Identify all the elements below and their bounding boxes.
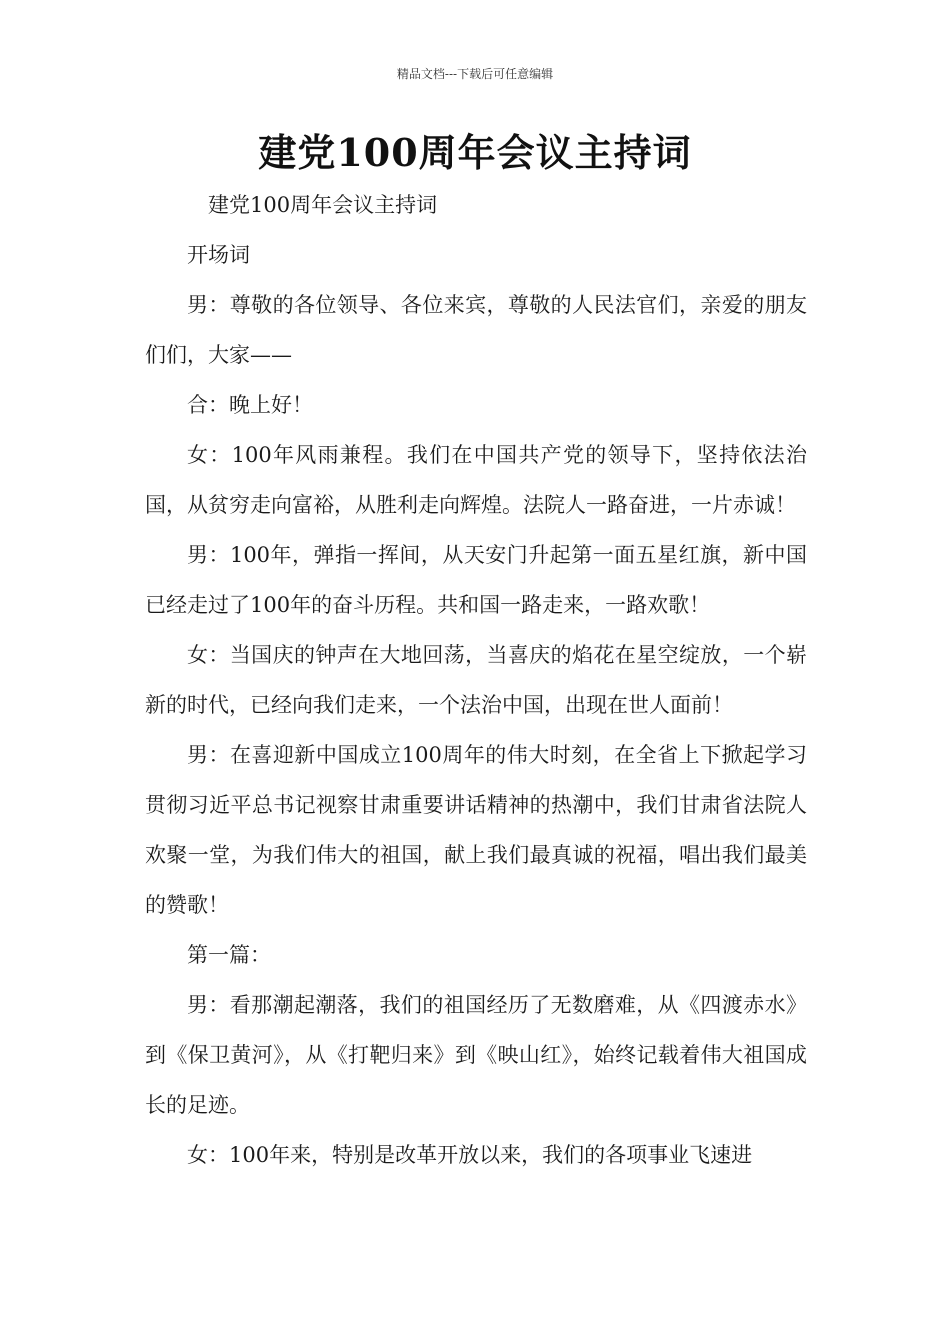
body-paragraph: 开场词: [187, 243, 250, 267]
body-paragraph: 合：晚上好！: [187, 393, 313, 417]
document-body: [145, 180, 807, 1180]
body-paragraph: 男：尊敬的各位领导、各位来宾，尊敬的人民法官们，亲爱的朋友们们，大家——: [145, 293, 807, 367]
body-paragraph: 女：当国庆的钟声在大地回荡，当喜庆的焰花在星空绽放，一个崭新的时代，已经向我们走来，一个法治中国，出现在世人面前！: [145, 643, 807, 717]
body-paragraph: 男：看那潮起潮落，我们的祖国经历了无数磨难，从《四渡赤水》到《保卫黄河》，从《打靶归来》到《映山红》，始终记载着伟大祖国成长的足迹。: [145, 993, 807, 1117]
page-header: 精品文档---下载后可任意编辑: [396, 67, 554, 81]
body-paragraph: 第一篇：: [187, 943, 271, 967]
body-paragraph: 男：在喜迎新中国成立100周年的伟大时刻，在全省上下掀起学习贯彻习近平总书记视察甘肃重要讲话精神的热潮中，我们甘肃省法院人欢聚一堂，为我们伟大的祖国，献上我们最真诚的祝福，唱出我们最美的赞歌！: [145, 743, 807, 917]
body-paragraph: 男：100年，弹指一挥间，从天安门升起第一面五星红旗，新中国已经走过了100年的奋斗历程。共和国一路走来，一路欢歌！: [145, 543, 807, 617]
document-title: 建党100周年会议主持词: [258, 130, 692, 175]
body-paragraph: 女：100年来，特别是改革开放以来，我们的各项事业飞速进: [187, 1143, 753, 1167]
subtitle-paragraph: 建党100周年会议主持词: [208, 193, 438, 217]
body-paragraph: 女：100年风雨兼程。我们在中国共产党的领导下，坚持依法治国，从贫穷走向富裕，从胜利走向辉煌。法院人一路奋进，一片赤诚！: [145, 443, 807, 517]
